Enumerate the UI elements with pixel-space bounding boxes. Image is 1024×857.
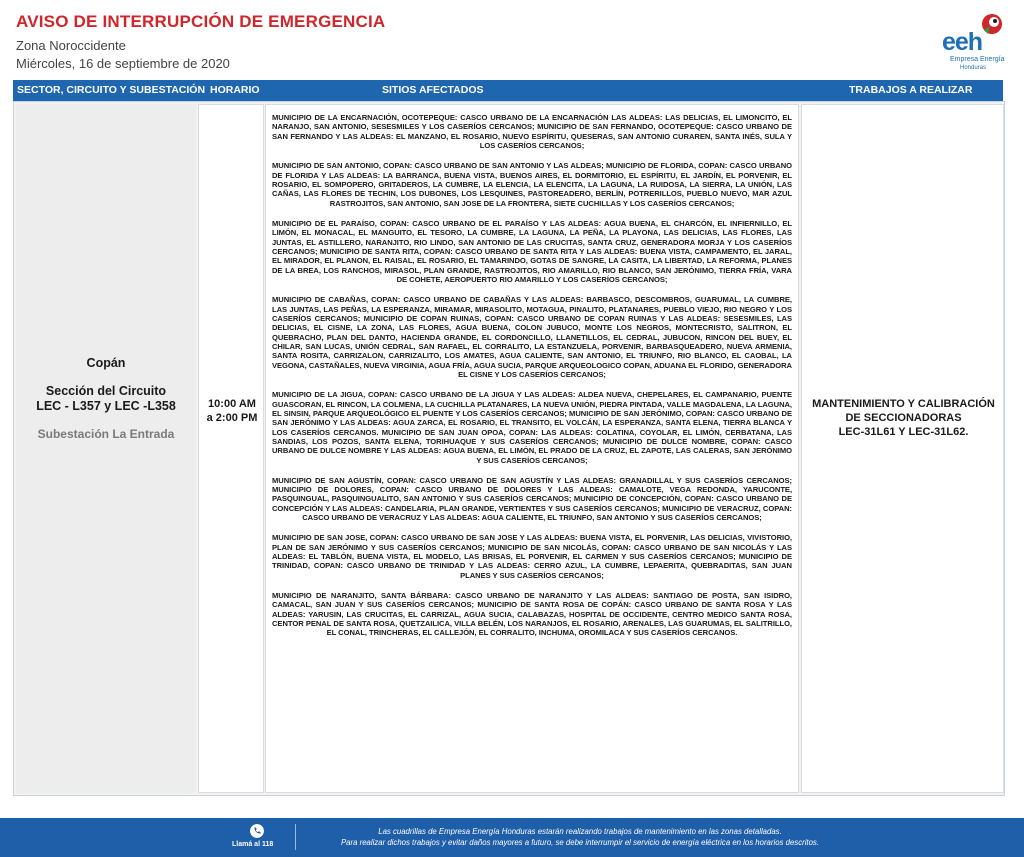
sites-paragraph: MUNICIPIO DE LA JIGUA, COPAN: CASCO URBANO DE LA JIGUA Y LAS ALDEAS: ALDEA NUEVA, CHEPELARES, EL CAMPANARIO, PUENTE GUASCORAN, EL RINCON, LA COLMENA, LA CUCHILLA PLATANARES, LA NUEVA UNIÓN, PIEDRA PINTADA, VALLE MAGDALENA, LA LAGUNA, EL SINSIN, PARQUE ARQUEOLÓGICO EL PUENTE Y LOS CASERÍOS CERCANOS; MUNICIPIO DE SAN JERÓNIMO, COPAN: CASCO URBANO DE SAN JERÓNIMO Y LAS ALDEAS: AGUA ZARCA, EL ROSARIO, EL TRANSITO, EL VOLCÁN, LA ESPERANZA, SANTA ELENA, TIERRA BLANCA Y LOS CASERÍOS CERCANOS. MUNICIPIO DE SAN JUAN OPOA, COPAN: LAS ALDEAS: COLATINA, COYOLAR, EL LIMÓN, CERBATANA, LAS SANDIAS, LOS POZOS, SANTA ELENA, TORIHUAQUE Y SUS CASERÍOS CERCANOS; MUNICIPIO DE DULCE NOMBRE, COPAN: CASCO URBANO DE DULCE NOMBRE Y LAS ALDEAS: AGUA BUENA, EL LIMÓN, EL PRADO DE LA CRUZ, EL ZAPOTE, LAS CALERAS, SAN JERÓNIMO Y SUS CASERÍOS CERCANOS; [272,390,792,465]
table-header [13,80,1003,101]
schedule-cell [198,104,264,793]
eeh-logo [930,8,1014,74]
department-name: Copán [86,356,126,370]
footer-divider [295,824,296,850]
schedule-end: a 2:00 PM [206,412,258,424]
header-sector: SECTOR, CIRCUITO Y SUBESTACIÓN [17,84,206,96]
page-header [0,0,1024,80]
work-line-1: MANTENIMIENTO Y CALIBRACIÓN [812,398,995,410]
sector-info [16,356,196,442]
logo-subtitle-country: Honduras [960,65,987,71]
bird-icon [980,12,1004,36]
sites-paragraph: MUNICIPIO DE SAN AGUSTÍN, COPAN: CASCO URBANO DE SAN AGUSTÍN Y LAS ALDEAS: GRANADILLAL Y SUS CASERÍOS CERCANOS; MUNICIPIO DE DOLORES, COPAN: CASCO URBANO DE DOLORES Y LAS ALDEAS: CAMALOTE, VEGA REDONDA, YARUCONTE, PASQUINGUAL, PASQUINGUALITO, SAN ANTONIO Y SUS CASERÍOS CERCANOS; MUNICIPIO DE CONCEPCIÓN, COPAN: CASCO URBANO DE CONCEPCIÓN Y LAS ALDEAS: CANDELARIA, PLAN GRANDE, VERTIENTES Y SUS CASERÍOS CERCANOS; MUNICIPIO DE VERACRUZ, COPAN: CASCO URBANO DE VERACRUZ Y LAS ALDEAS: AGUA CALIENTE, EL TRIUNFO, SAN ANTONIO Y SUS CASERÍOS CERCANOS; [272,475,792,523]
date-label: Miércoles, 16 de septiembre de 2020 [16,56,230,71]
header-sites: SITIOS AFECTADOS [382,84,484,96]
sites-list [272,113,792,649]
header-schedule: HORARIO [210,84,260,96]
schedule-info [199,397,265,425]
work-line-2: DE SECCIONADORAS [845,412,962,424]
circuit-line-2: LEC - L357 y LEC -L358 [36,399,176,413]
sites-paragraph: MUNICIPIO DE CABAÑAS, COPAN: CASCO URBANO DE CABAÑAS Y LAS ALDEAS: BARBASCO, DESCOMBROS, GUARUMAL, LA CUMBRE, LAS JUNTAS, LAS PEÑAS, LA ESPERANZA, MIRAMAR, MIRASOLITO, MOTAGUA, PINALITO, PLATANARES, PUEBLO VIEJO, RIO NEGRO Y LOS CASERÍOS CERCANOS; MUNICIPIO DE COPAN RUINAS, COPAN: CASCO URBANO DE COPAN RUINAS Y LAS ALDEAS: SESESMILES, LAS DELICIAS, EL CISNE, LA ZONA, LAS FLORES, AGUA BUENA, COLON JUBUCO, MONTE LOS NEGROS, MONTECRISTO, SALITRON, EL QUEBRACHO, PLAN DEL DANTO, HACIENDA GRANDE, EL CORDONCILLO, LLANETILLOS, EL CEDRAL, JUBUCON, RINCON DEL BUEY, EL CHILAR, SAN LUCAS, UNIÓN CEDRAL, SAN RAFAEL, EL CORRALITO, LA ESTANZUELA, PORVENIR, BARBASQUEADERO, NUEVA ARMENIA, SANTA ROSITA, CARRIZALON, CARRIZALITO, LOS AMATES, AGUA CALIENTE, SAN ANTONIO, EL TRIUNFO, RIO BLANCO, EL CAOBAL, LA VEGONA, CASTAÑALES, NUEVA VIRGINIA, AGUA FRÍA, AGUA SUCIA, PARQUE ARQUEOLOGICO COPAN, ADUANA EL FLORIDO, GENERADORA EL CISNE Y LOS CASERÍOS CERCANOS; [272,295,792,379]
logo-subtitle: Empresa Energía [950,56,1005,63]
work-line-3: LEC-31L61 Y LEC-31L62. [838,426,969,438]
outage-table [13,101,1005,796]
page-footer [0,818,1024,857]
sites-paragraph: MUNICIPIO DE LA ENCARNACIÓN, OCOTEPEQUE: CASCO URBANO DE LA ENCARNACIÓN LAS ALDEAS: LAS DELICIAS, EL LIMONCITO, EL NARANJO, SAN ANTONIO, SESESMILES Y LOS CASERÍOS CERCANOS; MUNICIPIO DE SAN FERNANDO, OCOTEPEQUE: CASCO URBANO DE SAN FERNANDO Y LAS ALDEAS: EL MANZANO, EL ROSARIO, NUEVO ESPÍRITU, QUESERAS, SAN ANTONIO CURAREN, SANTA INÉS, SULA Y LOS CASERÍOS CERCANOS; [272,113,792,151]
phone-icon [250,824,264,838]
sites-cell [265,104,799,793]
sites-paragraph: MUNICIPIO DE SAN JOSE, COPAN: CASCO URBANO DE SAN JOSE Y LAS ALDEAS: BUENA VISTA, EL PORVENIR, LAS DELICIAS, VIVISTORIO, PLAN DE SAN JERÓNIMO Y SUS CASERÍOS CERCANOS; MUNICIPIO DE SAN NICOLÁS, COPAN: CASCO URBANO DE SAN NICOLÁS Y LAS ALDEAS: EL TABLÓN, BUENA VISTA, EL MODELO, LAS BRISAS, EL PORVENIR, EL CARMEN Y SUS CASERÍOS CERCANOS; MUNICIPIO DE TRINIDAD, COPAN: CASCO URBANO DE TRINIDAD Y LAS ALDEAS: CERRO AZUL, LA CUMBRE, LEPAERITA, QUEBRADITAS, SAN JUAN PLANES Y SUS CASERÍOS CERCANOS; [272,533,792,580]
circuit-line-1: Sección del Circuito [45,384,167,398]
zone-label: Zona Noroccidente [16,38,126,53]
sites-paragraph: MUNICIPIO DE SAN ANTONIO, COPAN: CASCO URBANO DE SAN ANTONIO Y LAS ALDEAS; MUNICIPIO DE FLORIDA, COPAN: CASCO URBANO DE FLORIDA Y LAS ALDEAS: LA BARRANCA, BUENA VISTA, BUENOS AIRES, EL DORMITORIO, EL ESPÍRITU, EL JARDÍN, EL PORVENIR, EL ROSARIO, EL SOMPOPERO, GRITADEROS, LA CUMBRE, LA ELENCIA, LA ELENCITA, LA LAGUNA, LA RUIDOSA, LA SIERRA, LA UNIÓN, LAS CAÑAS, LAS FLORES DE TECHIN, LOS DUBONES, LOS LESQUINES, PASTOREADERO, BERLÍN, POTRERILLOS, PUEBLO NUEVO, MAR AZUL RASTROJITOS, SAN ANTONIO, SAN JOSE DE LA FRONTERA, SIETE CUCHILLAS Y LOS CASERÍOS CERCANOS; [272,161,792,208]
footer-notice [300,826,860,848]
substation-name: Subestación La Entrada [37,427,175,441]
page-title: AVISO DE INTERRUPCIÓN DE EMERGENCIA [16,12,386,31]
header-work: TRABAJOS A REALIZAR [849,84,973,96]
schedule-start: 10:00 AM [208,398,256,410]
logo-text: eeh [942,28,983,56]
sites-paragraph: MUNICIPIO DE EL PARAÍSO, COPAN: CASCO URBANO DE EL PARAÍSO Y LAS ALDEAS: AGUA BUENA, EL CHARCÓN, EL INFIERNILLO, EL LIMÓN, EL MONACAL, EL MANGUITO, EL TESORO, LA CUMBRE, LA LAGUNA, LA PEÑA, LA PLAYONA, LAS DELICIAS, LAS FLORES, LAS JUNTAS, EL ASTILLERO, NARANJITO, RIO LINDO, SAN ANTONIO DE LAS CRUCITAS, SANTA CRUZ, GENERADORA MORJA Y LOS CASERÍOS CERCANOS; MUNICIPIO DE SANTA RITA, COPAN: CASCO URBANO DE SANTA RITA Y LAS ALDEAS: BUENA VISTA, CAMPAMENTO, EL JARAL, EL MIRADOR, EL PLANON, EL RAISAL, EL ROSARIO, EL TAMARINDO, GOTAS DE SANGRE, LA CASITA, LA LIBERTAD, LA REFORMA, PLANES DE LA BREA, LOS RANCHOS, MIRASOL, PLAN GRANDE, RASTROJITOS, RIO AMARILLO, RIO BLANCO, SAN JERÓNIMO, TIERRA FRÍA, VARA DE COHETE, AEROPUERTO RIO AMARILLO Y LOS CASERÍOS CERCANOS; [272,218,792,284]
sector-cell [16,104,196,793]
sites-paragraph: MUNICIPIO DE NARANJITO, SANTA BÁRBARA: CASCO URBANO DE NARANJITO Y LAS ALDEAS: SANTIAGO DE POSTA, SAN ISIDRO, CAMACAL, SAN JUAN Y SUS CASERÍOS CERCANOS; MUNICIPIO DE SANTA ROSA DE COPÁN: CASCO URBANO DE SANTA ROSA Y LAS ALDEAS: YARUSIN, LAS CRUCITAS, EL CARRIZAL, AGUA SUCIA, CALABAZAS, HOSPITAL DE OCCIDENTE, CENTRO MEDICO SANTA ROSA, CENTOR PENAL DE SANTA ROSA, QUETZAILICA, VILLA BELÉN, LOS NARANJOS, EL ROSARIO, ARENALES, LAS GUARUMAS, EL SALITRILLO, EL CONAL, TRINCHERAS, EL CALLEJÓN, EL CORRALITO, INCHUMA, OROMILACA Y SUS CASERÍOS CERCANOS. [272,591,792,638]
footer-line-2: Para realizar dichos trabajos y evitar daños mayores a futuro, se debe interrumpir el servicio de energía eléctrica en los horarios descritos. [340,838,819,847]
phone-label: Llamá al 118 [232,841,274,848]
footer-line-1: Las cuadrillas de Empresa Energía Honduras estarán realizando trabajos de mantenimiento en las zonas detalladas. [378,827,782,836]
work-info [802,397,1005,439]
work-cell [801,104,1004,793]
